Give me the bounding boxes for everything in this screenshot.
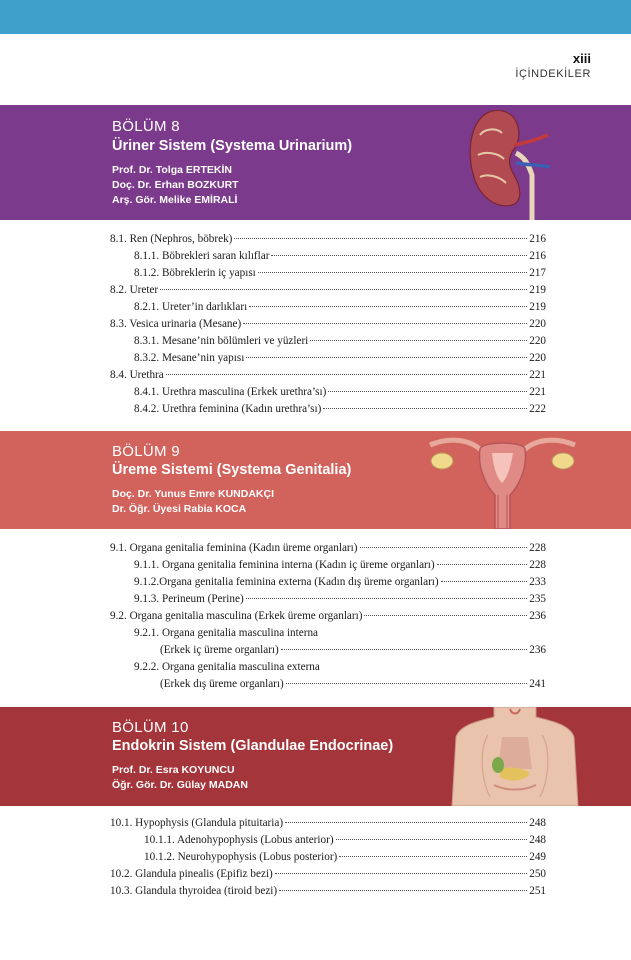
toc-entry[interactable]: (Erkek iç üreme organları) 236 — [160, 644, 546, 656]
chapter-title: Endokrin Sistem (Glandulae Endocrinae) — [112, 738, 394, 754]
toc-entry[interactable]: 9.1.3. Perineum (Perine) 235 — [134, 593, 546, 605]
torso-endocrine-illustration-icon — [450, 707, 580, 806]
chapter-title: Üreme Sistemi (Systema Genitalia) — [112, 462, 352, 478]
toc-entry[interactable]: 8.1.2. Böbreklerin iç yapısı 217 — [134, 267, 546, 279]
toc-entry[interactable]: 8.4. Urethra 221 — [110, 369, 546, 381]
toc-entry[interactable]: 9.2.1. Organa genitalia masculina interna — [134, 627, 319, 639]
toc-entry[interactable]: 8.1. Ren (Nephros, böbrek) 216 — [110, 233, 546, 245]
chapter-author: Arş. Gör. Melike EMİRALİ — [112, 194, 238, 206]
chapter-number: BÖLÜM 8 — [112, 118, 180, 135]
toc-entry[interactable]: 10.1.1. Adenohypophysis (Lobus anterior) 248 — [144, 834, 546, 846]
toc-entry[interactable]: 8.4.2. Urethra feminina (Kadın urethra’sı) 222 — [134, 403, 546, 415]
chapter-author: Doç. Dr. Yunus Emre KUNDAKÇI — [112, 488, 275, 500]
toc-entry[interactable]: 10.3. Glandula thyroidea (tiroid bezi) 251 — [110, 885, 546, 897]
chapter-author: Prof. Dr. Esra KOYUNCU — [112, 764, 235, 776]
toc-entry[interactable]: 10.1.2. Neurohypophysis (Lobus posterior) 249 — [144, 851, 546, 863]
toc-entry[interactable]: 9.1.1. Organa genitalia feminina interna (Kadın iç üreme organları) 228 — [134, 559, 546, 571]
toc-entry[interactable]: 10.1. Hypophysis (Glandula pituitaria) 248 — [110, 817, 546, 829]
toc-entry[interactable]: 9.1.2.Organa genitalia feminina externa (Kadın dış üreme organları) 233 — [134, 576, 546, 588]
kidney-illustration-icon — [462, 105, 550, 220]
toc-entry[interactable]: 9.2. Organa genitalia masculina (Erkek üreme organları) 236 — [110, 610, 546, 622]
chapter-title: Üriner Sistem (Systema Urinarium) — [112, 138, 353, 154]
toc-entry[interactable]: 8.3.1. Mesane’nin bölümleri ve yüzleri 220 — [134, 335, 546, 347]
chapter-author: Prof. Dr. Tolga ERTEKİN — [112, 164, 232, 176]
toc-entry[interactable]: (Erkek dış üreme organları) 241 — [160, 678, 546, 690]
toc-entry[interactable]: 8.3.2. Mesane’nin yapısı 220 — [134, 352, 546, 364]
toc-entry[interactable]: 9.1. Organa genitalia feminina (Kadın üreme organları) 228 — [110, 542, 546, 554]
chapter-8-banner — [0, 105, 631, 220]
toc-entry[interactable]: 8.2.1. Ureter’in darlıkları 219 — [134, 301, 546, 313]
chapter-9-banner — [0, 431, 631, 529]
top-color-bar — [0, 0, 631, 34]
chapter-10-banner — [0, 707, 631, 806]
toc-entry[interactable]: 8.3. Vesica urinaria (Mesane) 220 — [110, 318, 546, 330]
toc-entry[interactable]: 9.2.2. Organa genitalia masculina externa — [134, 661, 320, 673]
chapter-author: Dr. Öğr. Üyesi Rabia KOCA — [112, 503, 247, 515]
chapter-number: BÖLÜM 10 — [112, 719, 189, 736]
page-number: xiii — [572, 51, 591, 66]
section-label: İÇİNDEKİLER — [515, 68, 591, 80]
toc-entry[interactable]: 8.2. Ureter 219 — [110, 284, 546, 296]
chapter-number: BÖLÜM 9 — [112, 443, 180, 460]
toc-entry[interactable]: 10.2. Glandula pinealis (Epifiz bezi) 250 — [110, 868, 546, 880]
chapter-author: Doç. Dr. Erhan BOZKURT — [112, 179, 239, 191]
toc-entry[interactable]: 8.4.1. Urethra masculina (Erkek urethra’sı) 221 — [134, 386, 546, 398]
chapter-author: Öğr. Gör. Dr. Gülay MADAN — [112, 779, 248, 791]
toc-entry[interactable]: 8.1.1. Böbrekleri saran kılıflar 216 — [134, 250, 546, 262]
uterus-illustration-icon — [420, 431, 585, 529]
